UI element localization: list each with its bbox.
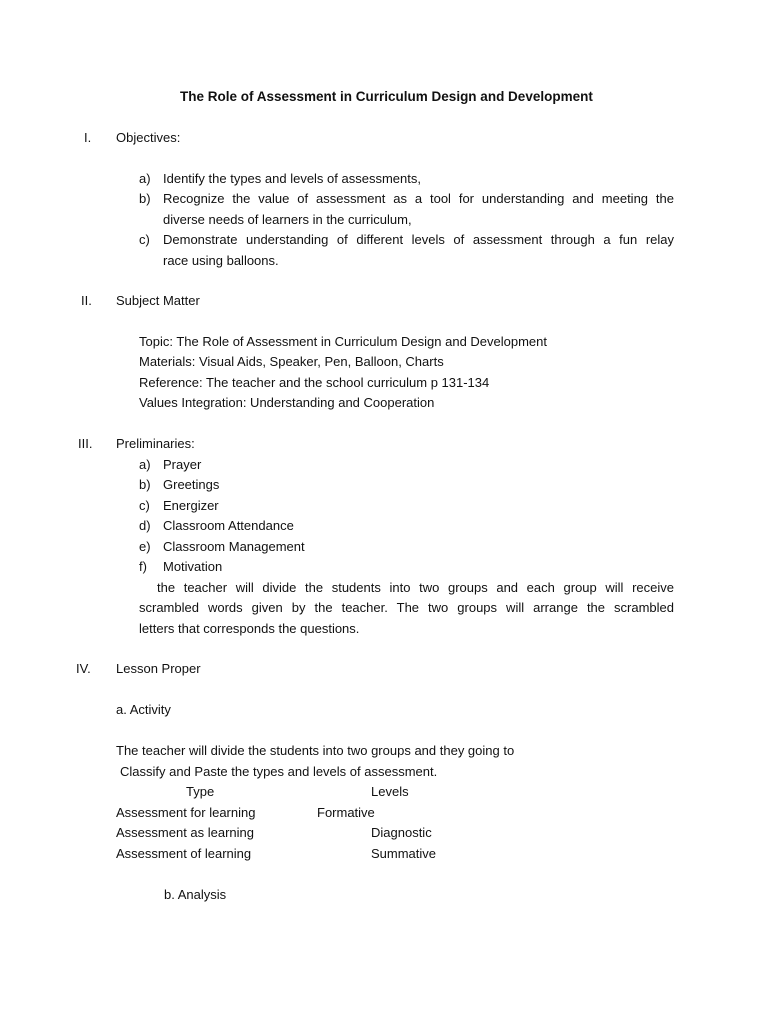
objective-marker-a: a)	[139, 171, 151, 186]
preliminary-marker-a: a)	[139, 457, 151, 472]
table-cell-level: Formative	[317, 805, 375, 820]
table-cell-level: Summative	[371, 846, 437, 861]
section-numeral-lesson-proper: IV.	[76, 661, 91, 676]
subject-topic: Topic: The Role of Assessment in Curriculum Design and Development	[139, 334, 548, 349]
subject-reference: Reference: The teacher and the school curriculum p 131-134	[139, 375, 490, 390]
section-heading-lesson-proper: Lesson Proper	[116, 661, 201, 676]
preliminary-marker-f: f)	[139, 559, 147, 574]
preliminary-marker-c: c)	[139, 498, 150, 513]
objective-marker-b: b)	[139, 191, 151, 206]
objective-marker-c: c)	[139, 232, 150, 247]
preliminary-item-prayer: Prayer	[163, 457, 202, 472]
motivation-text-line3: letters that corresponds the questions.	[139, 621, 360, 636]
table-header-type: Type	[186, 784, 215, 799]
preliminary-item-greetings: Greetings	[163, 477, 220, 492]
activity-text-line2: Classify and Paste the types and levels of assessment.	[120, 764, 438, 779]
preliminary-item-energizer: Energizer	[163, 498, 219, 513]
motivation-text-line1: the teacher will divide the students into two groups and each group will receive	[157, 580, 674, 595]
analysis-heading: b. Analysis	[164, 887, 227, 902]
section-numeral-preliminaries: III.	[78, 436, 93, 451]
subject-values-integration: Values Integration: Understanding and Cooperation	[139, 395, 435, 410]
preliminary-item-attendance: Classroom Attendance	[163, 518, 294, 533]
section-heading-subject-matter: Subject Matter	[116, 293, 200, 308]
table-cell-type: Assessment of learning	[116, 846, 252, 861]
objective-text-b-line2: diverse needs of learners in the curriculum,	[163, 212, 412, 227]
activity-heading: a. Activity	[116, 702, 171, 717]
table-cell-type: Assessment for learning	[116, 805, 256, 820]
section-numeral-objectives: I.	[84, 130, 92, 145]
subject-materials: Materials: Visual Aids, Speaker, Pen, Balloon, Charts	[139, 354, 444, 369]
preliminary-item-motivation: Motivation	[163, 559, 223, 574]
preliminary-item-management: Classroom Management	[163, 539, 305, 554]
objective-text-a: Identify the types and levels of assessments,	[163, 171, 421, 186]
activity-text-line1: The teacher will divide the students into two groups and they going to	[116, 743, 515, 758]
table-cell-level: Diagnostic	[371, 825, 432, 840]
objective-text-b-line1: Recognize the value of assessment as a tool for understanding and meeting the	[163, 191, 674, 206]
preliminary-marker-d: d)	[139, 518, 151, 533]
objective-text-c-line1: Demonstrate understanding of different levels of assessment through a fun relay	[163, 232, 674, 247]
section-numeral-subject-matter: II.	[81, 293, 92, 308]
section-heading-preliminaries: Preliminaries:	[116, 436, 195, 451]
preliminary-marker-b: b)	[139, 477, 151, 492]
motivation-text-line2: scrambled words given by the teacher. The two groups will arrange the scrambled	[139, 600, 674, 615]
table-header-levels: Levels	[371, 784, 409, 799]
objective-text-c-line2: race using balloons.	[163, 253, 279, 268]
document-title: The Role of Assessment in Curriculum Design and Development	[180, 89, 593, 104]
table-cell-type: Assessment as learning	[116, 825, 255, 840]
preliminary-marker-e: e)	[139, 539, 151, 554]
section-heading-objectives: Objectives:	[116, 130, 181, 145]
